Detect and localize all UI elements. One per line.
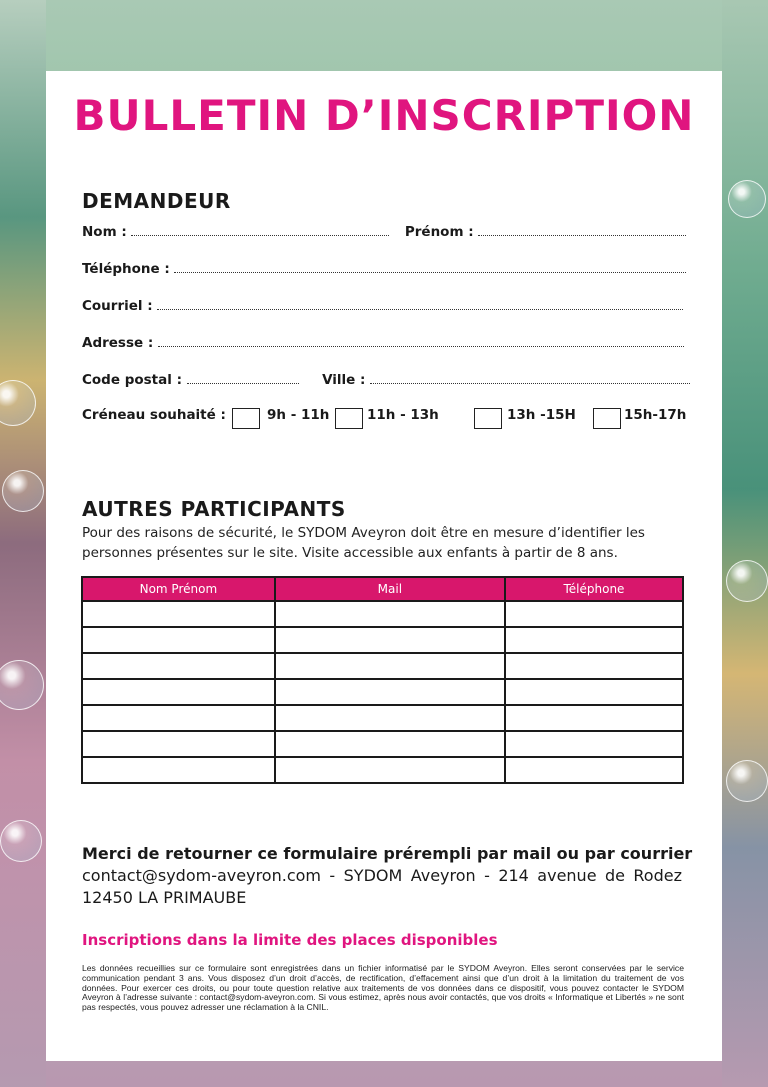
- prenom-field[interactable]: [478, 225, 686, 236]
- autres-heading: AUTRES PARTICIPANTS: [82, 497, 346, 521]
- background-right: [722, 0, 768, 1087]
- table-cell[interactable]: [505, 653, 683, 679]
- table-cell[interactable]: [505, 679, 683, 705]
- slot-checkbox-3[interactable]: [474, 408, 502, 429]
- table-row: [82, 705, 683, 731]
- code-postal-ville-row: [82, 372, 682, 388]
- table-cell[interactable]: [82, 731, 275, 757]
- legal-notice: Les données recueillies sur ce formulaire sont enregistrées dans un fichier informatisé par le SYDOM Aveyron. Elles seront conservées par le service communication pendant 3 ans. Vous disposez d’un droit d’accès, de rectification, d’effacement ainsi que d’un droit à la limitation du traitement de vos données. Pour exercer ces droits, ou pour toute question relative aux traitements de vos données dans ce dispositif, vous pouvez contacter le SYDOM Aveyron à l’adresse suivante : contact@sydom-aveyron.com. Si vous estimez, après nous avoir contactés, que vos droits « Informatique et Libertés » ne sont pas respectés, vous pouvez adresser une réclamation à la CNIL.: [82, 963, 684, 1013]
- courriel-label: Courriel :: [82, 298, 153, 314]
- slot-label-4: 15h-17h: [624, 407, 687, 423]
- slot-label-3: 13h -15H: [507, 407, 576, 423]
- table-row: [82, 679, 683, 705]
- table-cell[interactable]: [505, 757, 683, 783]
- nom-label: Nom :: [82, 224, 127, 240]
- slot-label-2: 11h - 13h: [367, 407, 439, 423]
- table-cell[interactable]: [82, 627, 275, 653]
- table-cell[interactable]: [505, 627, 683, 653]
- table-row: [82, 601, 683, 627]
- form-sheet: [46, 71, 722, 1061]
- code-postal-field[interactable]: [187, 373, 299, 384]
- demandeur-heading: DEMANDEUR: [82, 189, 231, 213]
- column-header: Nom Prénom: [82, 577, 275, 601]
- code-postal-label: Code postal :: [82, 372, 182, 388]
- table-cell[interactable]: [82, 705, 275, 731]
- adresse-label: Adresse :: [82, 335, 154, 351]
- telephone-label: Téléphone :: [82, 261, 170, 277]
- contact-address: contact@sydom-aveyron.com - SYDOM Aveyron - 214 avenue de Rodez 12450 LA PRIMAUBE: [82, 866, 682, 907]
- telephone-field[interactable]: [174, 262, 686, 273]
- table-row: [82, 653, 683, 679]
- table-row: [82, 627, 683, 653]
- table-cell[interactable]: [275, 731, 505, 757]
- courriel-field[interactable]: [157, 299, 683, 310]
- prenom-label: Prénom :: [404, 224, 474, 240]
- adresse-row: [82, 335, 682, 351]
- bubble-decoration: [726, 760, 768, 802]
- adresse-field[interactable]: [158, 336, 684, 347]
- table-cell[interactable]: [275, 653, 505, 679]
- participants-table: [81, 576, 684, 784]
- nom-field[interactable]: [131, 225, 389, 236]
- table-cell[interactable]: [82, 757, 275, 783]
- slot-checkbox-4[interactable]: [593, 408, 621, 429]
- table-cell[interactable]: [275, 705, 505, 731]
- telephone-row: [82, 261, 682, 277]
- table-row: [82, 757, 683, 783]
- table-cell[interactable]: [82, 653, 275, 679]
- table-cell[interactable]: [505, 601, 683, 627]
- table-cell[interactable]: [82, 679, 275, 705]
- courriel-row: [82, 298, 682, 314]
- ville-label: Ville :: [322, 372, 366, 388]
- limit-notice: Inscriptions dans la limite des places disponibles: [82, 931, 498, 949]
- column-header: Téléphone: [505, 577, 683, 601]
- ville-field[interactable]: [370, 373, 690, 384]
- column-header: Mail: [275, 577, 505, 601]
- table-header-row: [82, 577, 683, 601]
- return-instructions: Merci de retourner ce formulaire prérempli par mail ou par courrier: [82, 844, 693, 863]
- table-cell[interactable]: [275, 627, 505, 653]
- table-cell[interactable]: [275, 679, 505, 705]
- bubble-decoration: [728, 180, 766, 218]
- table-cell[interactable]: [82, 601, 275, 627]
- slot-checkbox-1[interactable]: [232, 408, 260, 429]
- slot-label-1: 9h - 11h: [267, 407, 330, 423]
- table-cell[interactable]: [505, 705, 683, 731]
- page-title: BULLETIN D’INSCRIPTION: [73, 91, 695, 140]
- table-cell[interactable]: [275, 757, 505, 783]
- table-row: [82, 731, 683, 757]
- bubble-decoration: [2, 470, 44, 512]
- nom-prenom-row: [82, 224, 682, 240]
- creneau-label: Créneau souhaité :: [82, 407, 226, 423]
- background-left: [0, 0, 46, 1087]
- autres-description: Pour des raisons de sécurité, le SYDOM Aveyron doit être en mesure d’identifier les personnes présentes sur le site. Visite accessible aux enfants à partir de 8 ans.: [82, 525, 645, 561]
- table-cell[interactable]: [275, 601, 505, 627]
- bubble-decoration: [726, 560, 768, 602]
- slot-checkbox-2[interactable]: [335, 408, 363, 429]
- table-cell[interactable]: [505, 731, 683, 757]
- bubble-decoration: [0, 820, 42, 862]
